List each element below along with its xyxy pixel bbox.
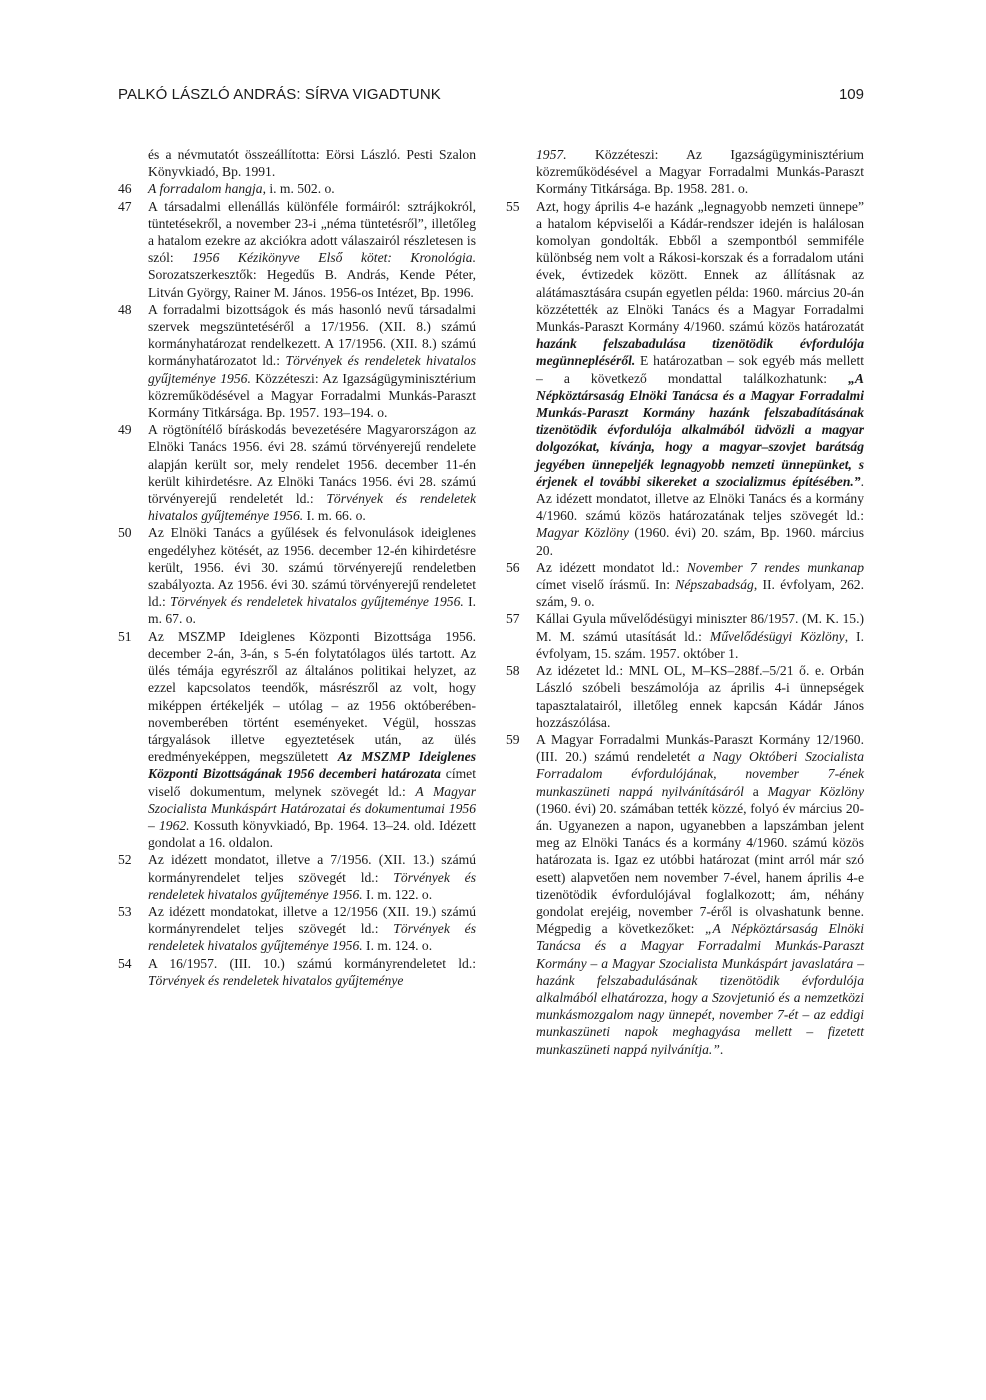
footnote-number: 52: [118, 852, 132, 868]
footnote-46: [118, 180, 476, 197]
footnote-number: 55: [506, 198, 520, 214]
footnote-59: [506, 731, 864, 1058]
footnote-number: 56: [506, 559, 520, 575]
footnote-number: 47: [118, 198, 132, 214]
footnote-text: Az MSZMP Ideiglenes Központi Bizottsága 1956. december 2-án, 3-án, s 5-én folytatólagos ülés tartott. Az ülés témája egyrészről az általános politikai helyzet, az ezzel kapcsolatos teendők, másrészről az volt, hogy miképpen értékeljék – utólag – az 1956 októberében-novemberében történt eseményeket. Végül, hosszas tárgyalások illetve egyeztetések után, az ülés eredményeképpen, megszületett Az MSZMP Ideiglenes Központi Bizottságának 1956 decemberi határozata címet viselő dokumentum, melynek szövegét ld.: A Magyar Szocialista Munkáspárt Határozatai és dokumentumai 1956 – 1962. Kossuth könyvkiadó, Bp. 1964. 13–24. old. Idézett gondolat a 16. oldalon.: [148, 628, 477, 851]
running-title: PALKÓ LÁSZLÓ ANDRÁS: SÍRVA VIGADTUNK: [118, 86, 441, 103]
footnote-58: [506, 662, 864, 731]
footnote-text: Az idézetet ld.: MNL OL, M–KS–288f.–5/21 ő. e. Orbán László szóbeli beszámolója az április 4-i ünnepségek tapasztalatairól, illetőleg ennek kapcsán Kádár János hozzászólása.: [536, 663, 864, 730]
footnote-50: [118, 524, 476, 627]
footnote-55: [506, 198, 864, 559]
footnote-text: és a névmutatót összeállította: Eörsi László. Pesti Szalon Könyvkiadó, Bp. 1991.: [148, 147, 476, 180]
footnote-text: Az idézett mondatot, illetve a 7/1956. (XII. 13.) számú kormányrendelet teljes szövegét ld.: Törvények és rendeletek hivatalos gyűjteménye 1956. I. m. 122. o.: [148, 852, 476, 902]
running-header: [118, 86, 864, 106]
footnote-number: 58: [506, 663, 520, 679]
footnote-text: Az Elnöki Tanács a gyűlések és felvonulások ideiglenes engedélyhez kötését, az 1956. december 12-én kihirdetésre került, 1956. évi 30. számú törvényerejű rendeletben szabályozta. Az 1956. évi 30. számú törvényerejű rendeletet ld.: Törvények és rendeletek hivatalos gyűjteménye 1956. I. m. 67. o.: [148, 525, 476, 627]
footnote-text: Kállai Gyula művelődésügyi miniszter 86/1957. (M. K. 15.) M. M. számú utasítását ld.: Művelődésügyi Közlöny, I. évfolyam, 15. szám. 1957. október 1.: [536, 611, 864, 661]
footnote-number: 50: [118, 525, 132, 541]
footnote-48: [118, 301, 476, 421]
footnote-47: [118, 198, 476, 301]
footnote-number: 54: [118, 955, 132, 971]
footnote-56: [506, 559, 864, 611]
footnote-text: A forradalmi bizottságok és más hasonló nevű társadalmi szervek megszüntetéséről a 17/1956. (XII. 8.) számú kormányhatározat rendelkezett. A 17/1956. (XII. 8.) számú kormányhatározatot ld.: Törvények és rendeletek hivatalos gyűjteménye 1956. Közzéteszi: Az Igazságügyminisztérium közreműködésével a Magyar Forradalmi Munkás-Paraszt Kormány Titkársága. Bp. 1957. 193–194. o.: [148, 301, 477, 421]
footnote-text: Az idézett mondatokat, illetve a 12/1956 (XII. 19.) számú kormányrendelet teljes szövegét ld.: Törvények és rendeletek hivatalos gyűjteménye 1956. I. m. 124. o.: [148, 903, 476, 954]
footnote-text: Az idézett mondatot ld.: November 7 rendes munkanap címet viselő írásmű. In: Népszabadság, II. évfolyam, 262. szám, 9. o.: [536, 559, 864, 610]
footnote-number: 51: [118, 628, 132, 644]
footnote-text: Azt, hogy április 4-e hazánk „legnagyobb nemzeti ünnepe” a hatalom képviselői a Kádár-rendszer idején is halálosan komolyan gondolták. Ebből a szempontból semmiféle különbség nem volt a Rákosi-korszak és a forradalom utáni évek, évtizedek között. Ennek az állításnak az alátámasztására csupán egyetlen példa: 1960. március 20-án közzétették az Elnöki Tanács és a Magyar Forradalmi Munkás-Paraszt Kormány 4/1960. számú közös határozatát hazánk felszabadulása tizenötödik évfordulója megünnepléséről. E határozatban – sok egyéb más mellett – a következő mondattal találkozhatunk: „A Népköztársaság Elnöki Tanácsa és a Magyar Forradalmi Munkás-Paraszt Kormány hazánk felszabadításának tizenötödik évfordulója alkalmából üdvözli a magyar dolgozókat, kívánja, hogy a magyar–szovjet barátság jegyében ünnepeljék legnagyobb nemzeti ünnepünket, s érjenek el további sikereket a szocializmus építésében.”. Az idézett mondatot, illetve az Elnöki Tanács és a kormány 4/1960. számú közös határozatának teljes szövegét ld.: Magyar Közlöny (1960. évi) 20. szám, Bp. 1960. március 20.: [536, 198, 864, 558]
footnote-52: [118, 851, 476, 903]
footnote-number: 53: [118, 903, 132, 919]
footnote-number: 59: [506, 731, 520, 747]
footnote-text: A Magyar Forradalmi Munkás-Paraszt Kormány 12/1960. (III. 20.) számú rendeletét a Nagy Októberi Szocialista Forradalom évfordulójának, november 7-ének munkaszüneti nappá nyilvánításáról a Magyar Közlöny (1960. évi) 20. számában tették közzé, folyó év március 20-án. Ugyanezen a napon, ugyanebben a lapszámban jelent meg az Elnöki Tanács és a kormány 4/1960. számú közös határozata is. Igaz ez utóbbi határozat (mint arról már szó esett) alapvetően nem november 7-ével, hanem április 4-e tizenötödik évfordulójával foglalkozott; ám, néhány gondolat erejéig, november 7-éről is olvashatunk benne. Mégpedig a következőket: „A Népköztársaság Elnöki Tanácsa és a Magyar Forradalmi Munkás-Paraszt Kormány – a Magyar Szocialista Munkáspárt javaslatára – hazánk felszabadulásának tizenötödik évfordulója alkalmából elhatározza, hogy a Szovjetunió és a nemzetközi munkásmozgalom nagy ünnepét, november 7-ét – az eddigi munkaszüneti napok meghagyása mellett – fizetett munkaszüneti nappá nyilvánítja.”.: [536, 731, 864, 1057]
footnote-text: A forradalom hangja, i. m. 502. o.: [148, 181, 335, 197]
footnote-text: A 16/1957. (III. 10.) számú kormányrendeletet ld.: Törvények és rendeletek hivatalos gyűjteménye: [148, 955, 476, 988]
footnote-continuation: [118, 146, 476, 180]
left-column: [118, 146, 476, 989]
footnote-54: [118, 955, 476, 989]
footnote-number: 49: [118, 422, 132, 438]
footnote-continuation: [506, 146, 864, 198]
footnote-57: [506, 610, 864, 662]
footnote-number: 46: [118, 181, 132, 197]
footnote-51: [118, 628, 476, 852]
footnote-text: A társadalmi ellenállás különféle formáiról: sztrájkokról, tüntetésekről, a november 23-i „néma tüntetésről”, illetőleg a hatalom ezekre az akciókra adott válaszairól részletesen is szól: 1956 Kézikönyve Első kötet: Kronológia. Sorozatszerkesztők: Hegedűs B. András, Kende Péter, Litván György, Rainer M. János. 1956-os Intézet, Bp. 1996.: [148, 198, 476, 300]
right-column: [506, 146, 864, 1058]
footnote-text: 1957. Közzéteszi: Az Igazságügyminisztérium közreműködésével a Magyar Forradalmi Munkás-Paraszt Kormány Titkársága. Bp. 1958. 281. o.: [536, 147, 864, 197]
footnote-text: A rögtönítélő bíráskodás bevezetésére Magyarországon az Elnöki Tanács 1956. évi 28. számú törvényerejű rendelete alapján került sor, mely rendelet 1956. december 11-én került kihirdetésre. Az Elnöki Tanács 1956. évi 28. számú törvényerejű rendeletét ld.: Törvények és rendeletek hivatalos gyűjteménye 1956. I. m. 66. o.: [148, 422, 476, 524]
page-number: 109: [838, 86, 864, 103]
footnote-49: [118, 421, 476, 524]
footnote-number: 48: [118, 301, 132, 317]
footnote-number: 57: [506, 611, 520, 627]
footnote-53: [118, 903, 476, 955]
